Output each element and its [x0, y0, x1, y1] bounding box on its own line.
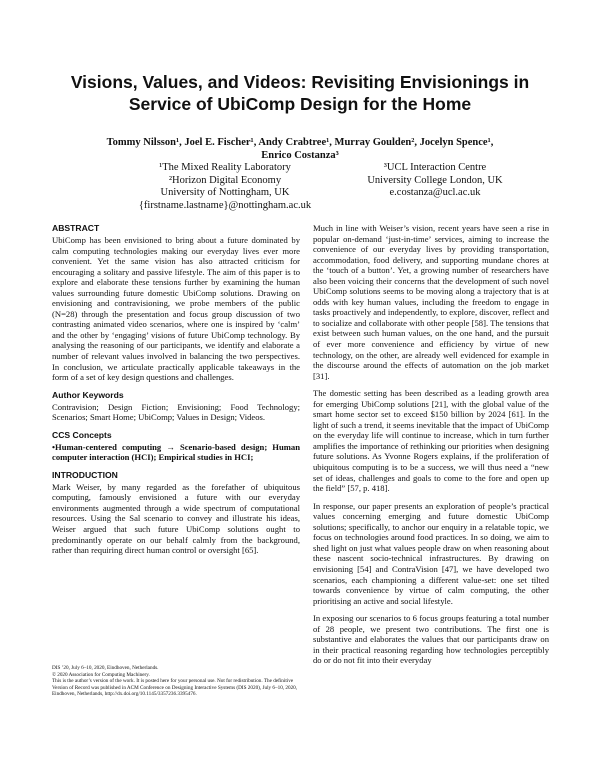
author-list	[40, 136, 560, 162]
footnote-venue: DIS ’20, July 6–10, 2020, Eindhoven, Netherlands.	[52, 665, 159, 671]
paper-title	[40, 71, 560, 115]
left-column	[52, 223, 300, 563]
introduction-heading: INTRODUCTION	[52, 469, 118, 480]
body-paragraph-4: In exposing our scenarios to 6 focus groups featuring a total number of 28 people, we present two contributions. The first one is substantive and elaborates the values that our participants draw on in their practical reasoning regarding how technologies perceptibly do or do not fit into their everyday	[313, 613, 549, 666]
footnote-notice: This is the author’s version of the work. It is posted here for your personal use. Not for redistribution. The definitive Version of Record was published in ACM Conference on Designing Interactive Systems (DIS 2020), July 6–10, 2020, Eindhoven, Netherlands, http://dx.doi.org/10.1145/3357236.3395476.	[52, 678, 298, 698]
affiliation-right	[340, 162, 530, 200]
affil-left-1: ¹The Mixed Reality Laboratory	[159, 162, 291, 173]
affil-left-2: ²Horizon Digital Economy	[168, 174, 282, 186]
ccs-heading: CCS Concepts	[52, 429, 112, 440]
body-paragraph-2: The domestic setting has been described as a leading growth area for emerging UbiComp solutions [21], with the global value of the smart home sector set to exceed $150 billion by 2024 [61]. In the light of such a trend, it seems inevitable that the impact of UbiComp on the everyday life will continue to increase, which in turn further amplifies the importance of rethinking our priorities when designing future solutions. As Yvonne Rogers explains, if the proliferation of ubiquitous computing is to be a success, we will thus need a “new set of ideas, challenges and goals to come to the fore and open up the field” [57, p. 418].	[313, 388, 549, 494]
affil-left-email[interactable]: {firstname.lastname}@nottingham.ac.uk	[138, 199, 312, 211]
affiliation-left	[120, 162, 330, 212]
body-paragraph-1: Much in line with Weiser’s vision, recent years have seen a rise in popular on-demand ‘just-in-time’ services, aiming to increase the convenience of our everyday lives by providing transportation, accommodation, food delivery, and supporting mundane chores at the ‘touch of a button’. Yet, a growing number of researchers have also been voicing their concerns that the development of such novel UbiComp solutions seems to be moving along a trajectory that is at odds with key human values, including the freedom to engage in tasks proactively and independently, to explore, discover, reflect and to socialize and collaborate with other people [58]. The tensions that exist between such human values, on the one hand, and the pursuit of ever more convenience and efficiency by virtue of new technology, on the other, are already well evidenced for example in the discourse around the effects of automation on the job market [31].	[313, 223, 549, 381]
keywords-text: Contravision; Design Fiction; Envisioning; Food Technology; Scenarios; Smart Home; UbiComp; Values in Design; Videos.	[52, 401, 300, 423]
introduction-text: Mark Weiser, by many regarded as the forefather of ubiquitous computing, famously envisioned a future with our everyday environments augmented through a wide spectrum of computational resources. Using the Sal scenario to convey and illustrate his ideas, Weiser argued that such future UbiComp solutions ought to predominantly operate on our behalf calmly from the background, rather than requiring direct human control or oversight [65].	[52, 481, 300, 556]
keywords-heading: Author Keywords	[52, 389, 124, 400]
affil-right-email[interactable]: e.costanza@ucl.ac.uk	[389, 187, 481, 198]
copyright-footnote	[52, 665, 302, 698]
affil-left-3: University of Nottingham, UK	[160, 187, 290, 198]
title-line-1: Visions, Values, and Videos: Revisiting Envisionings in	[70, 72, 530, 92]
authors-line-2: Enrico Costanza³	[261, 150, 339, 161]
affil-right-1: ³UCL Interaction Centre	[383, 162, 487, 173]
affil-right-2: University College London, UK	[367, 174, 503, 186]
authors-line-1: Tommy Nilsson¹, Joel E. Fischer¹, Andy Crabtree¹, Murray Goulden², Jocelyn Spence¹,	[106, 137, 494, 148]
ccs-text: •Human-centered computing → Scenario-based design; Human computer interaction (HCI); Empirical studies in HCI;	[52, 441, 300, 463]
abstract-text: UbiComp has been envisioned to bring about a future dominated by calm computing technologies making our everyday lives ever more convenient. Yet the same vision has also attracted criticism for encouraging a solitary and passive lifestyle. The aim of this paper is to explore and elaborate these tensions further by examining the human values surrounding future domestic UbiComp solutions. Drawing on envisioning and contravisioning, we probe members of the public (N=28) through the presentation and focus group discussion of two contrasting animated video scenarios, where one is inspired by ‘calm’ and the other by ‘engaging’ visions of future UbiComp technology. By analysing the reasoning of our participants, we identify and elaborate a number of relevant values involved in balancing the two perspectives. In conclusion, we articulate practically applicable takeaways in the form of a set of key design questions and challenges.	[52, 235, 300, 383]
right-column	[313, 223, 549, 673]
body-paragraph-3: In response, our paper presents an exploration of people’s practical values concerning emerging and future domestic UbiComp solutions; specifically, to anchor our enquiry in a relatable topic, we focus on technologies around food practices. In so doing, we aim to shed light on just what values people draw on when reasoning about these nascent socio-technical infrastructures. By drawing on envisioning [54] and ContraVision [47], we have developed two scenarios, each championing a different value-set: one set tilted towards convenience by virtue of calm computing, the other prioritising an active and social lifestyle.	[313, 500, 549, 606]
abstract-heading: ABSTRACT	[52, 223, 100, 233]
title-line-2: Service of UbiComp Design for the Home	[128, 94, 472, 114]
footnote-copyright: © 2020 Association for Computing Machinery.	[52, 671, 150, 678]
